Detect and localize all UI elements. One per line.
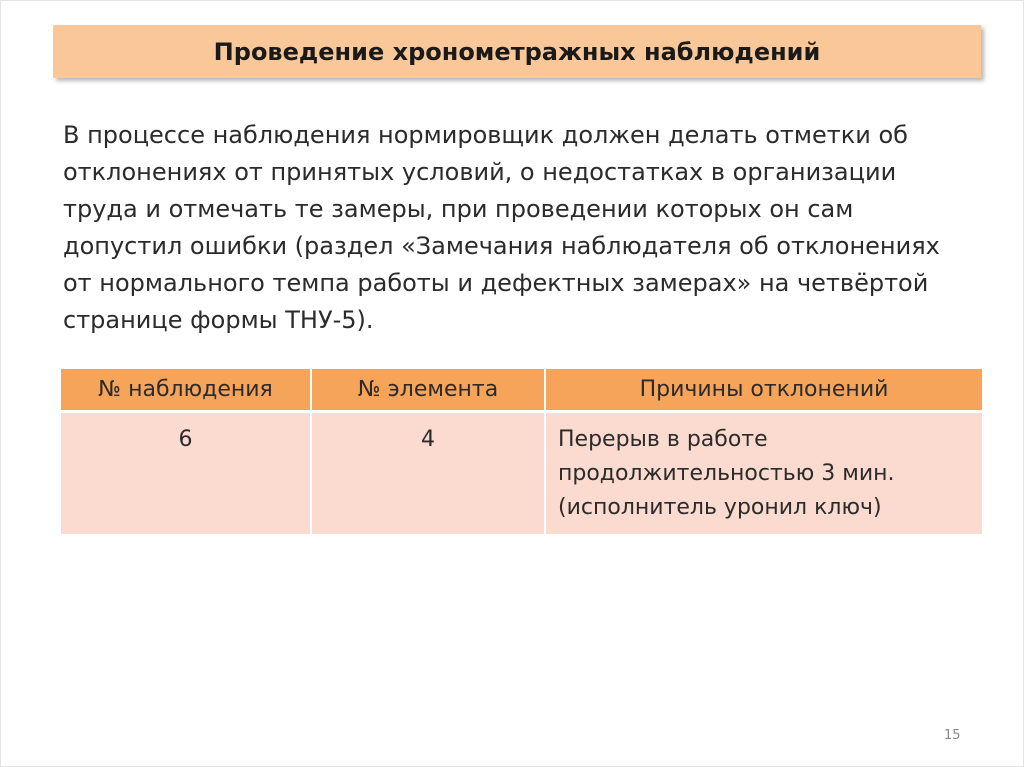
header-deviation-reasons: Причины отклонений <box>545 369 982 412</box>
header-element-number: № элемента <box>311 369 545 412</box>
reason-line: продолжительностью 3 мин. <box>558 461 895 486</box>
cell-element-number: 4 <box>311 412 545 535</box>
title-bar <box>53 25 981 78</box>
slide-title: Проведение хронометражных наблюдений <box>213 37 821 66</box>
cell-deviation-reason <box>545 412 982 535</box>
reason-line: Перерыв в работе <box>558 427 768 452</box>
table-row <box>61 412 982 535</box>
cell-observation-number: 6 <box>61 412 311 535</box>
table-header-row <box>61 369 982 412</box>
page-number: 15 <box>944 728 961 743</box>
observations-table <box>61 369 982 534</box>
header-observation-number: № наблюдения <box>61 369 311 412</box>
reason-line: (исполнитель уронил ключ) <box>558 495 882 520</box>
body-paragraph: В процессе наблюдения нормировщик должен делать отметки об отклонениях от принятых условий, о недостатках в организации труда и отмечать те замеры, при проведении которых он сам допустил ошибки (раздел «Замечания наблюдателя об отклонениях от нормального темпа работы и дефектных замерах» на четвёртой странице формы ТНУ-5). <box>63 121 940 334</box>
